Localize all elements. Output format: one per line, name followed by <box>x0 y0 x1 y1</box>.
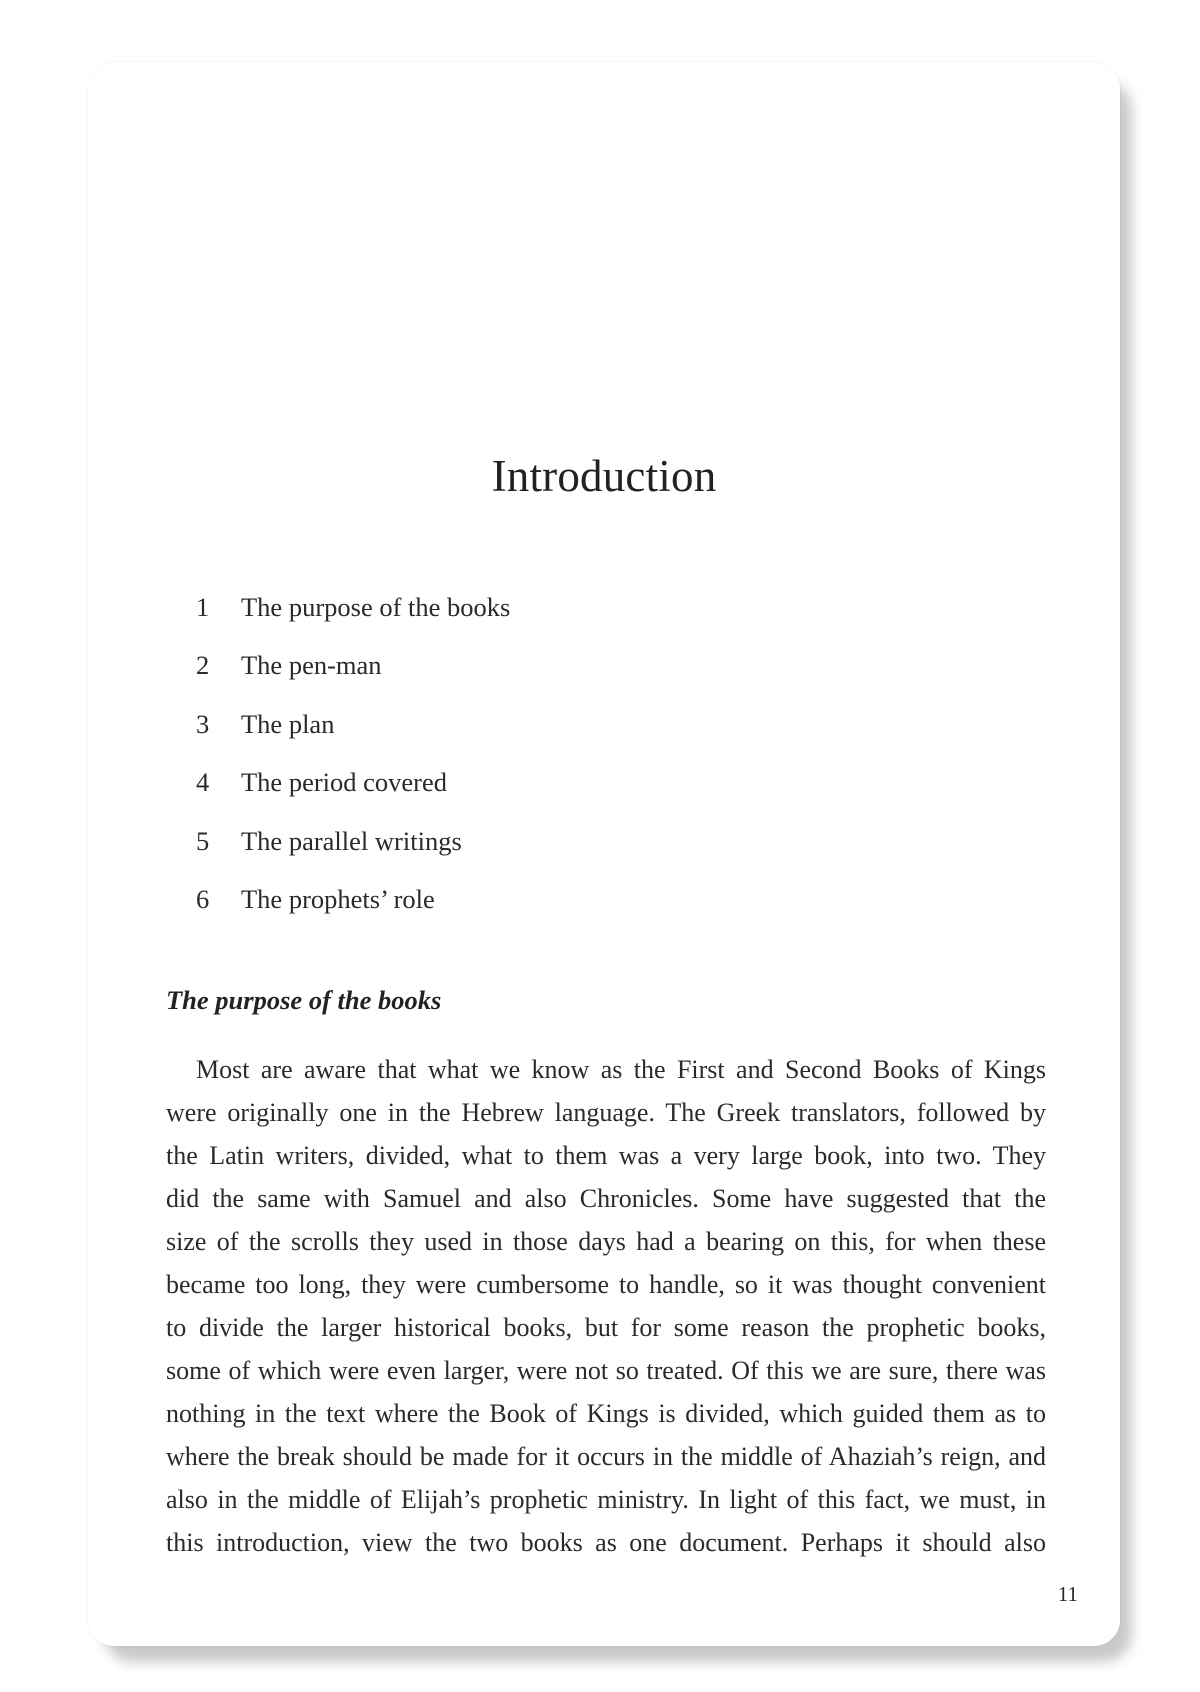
body-line: the Latin writers, divided, what to them was a very large book, into two. They <box>166 1141 1046 1170</box>
body-line: this introduction, view the two books as one document. Perhaps it should also <box>166 1528 1046 1557</box>
body-line: nothing in the text where the Book of Kings is divided, which guided them as to <box>166 1399 1046 1428</box>
body-line: where the break should be made for it occurs in the middle of Ahaziah’s reign, and <box>166 1442 1046 1471</box>
body-line: did the same with Samuel and also Chronicles. Some have suggested that the <box>166 1184 1046 1213</box>
toc-item-number: 3 <box>196 708 210 739</box>
toc-item-label: The pen-man <box>241 650 382 681</box>
chapter-title: Introduction <box>491 451 717 501</box>
toc-item-number: 6 <box>196 884 210 915</box>
body-line: were originally one in the Hebrew language. The Greek translators, followed by <box>166 1098 1046 1127</box>
body-line: some of which were even larger, were not so treated. Of this we are sure, there was <box>166 1356 1046 1385</box>
toc-item <box>196 754 510 813</box>
toc-item <box>196 695 510 754</box>
toc-item <box>196 871 510 930</box>
body-paragraph <box>166 1048 1046 1564</box>
toc-item-label: The parallel writings <box>241 825 462 856</box>
toc-item <box>196 637 510 696</box>
toc-item-number: 1 <box>196 591 210 622</box>
body-line: size of the scrolls they used in those days had a bearing on this, for when these <box>166 1227 1046 1256</box>
body-line: became too long, they were cumbersome to handle, so it was thought convenient <box>166 1270 1046 1299</box>
toc-item-number: 4 <box>196 767 210 798</box>
toc-item-number: 2 <box>196 650 210 681</box>
body-line: to divide the larger historical books, but for some reason the prophetic books, <box>166 1313 1046 1342</box>
toc-item-label: The period covered <box>241 767 448 798</box>
section-heading: The purpose of the books <box>166 985 442 1015</box>
toc-item <box>196 578 510 637</box>
toc-item-label: The plan <box>241 708 335 739</box>
toc-item-label: The purpose of the books <box>241 591 511 622</box>
book-page <box>88 62 1120 1646</box>
toc-item-number: 5 <box>196 825 210 856</box>
table-of-contents <box>196 578 510 929</box>
body-line: Most are aware that what we know as the First and Second Books of Kings <box>196 1055 1046 1084</box>
page-number: 11 <box>1057 1582 1078 1606</box>
body-line: also in the middle of Elijah’s prophetic ministry. In light of this fact, we must, in <box>166 1485 1046 1514</box>
toc-item-label: The prophets’ role <box>241 884 435 915</box>
toc-item <box>196 812 510 871</box>
